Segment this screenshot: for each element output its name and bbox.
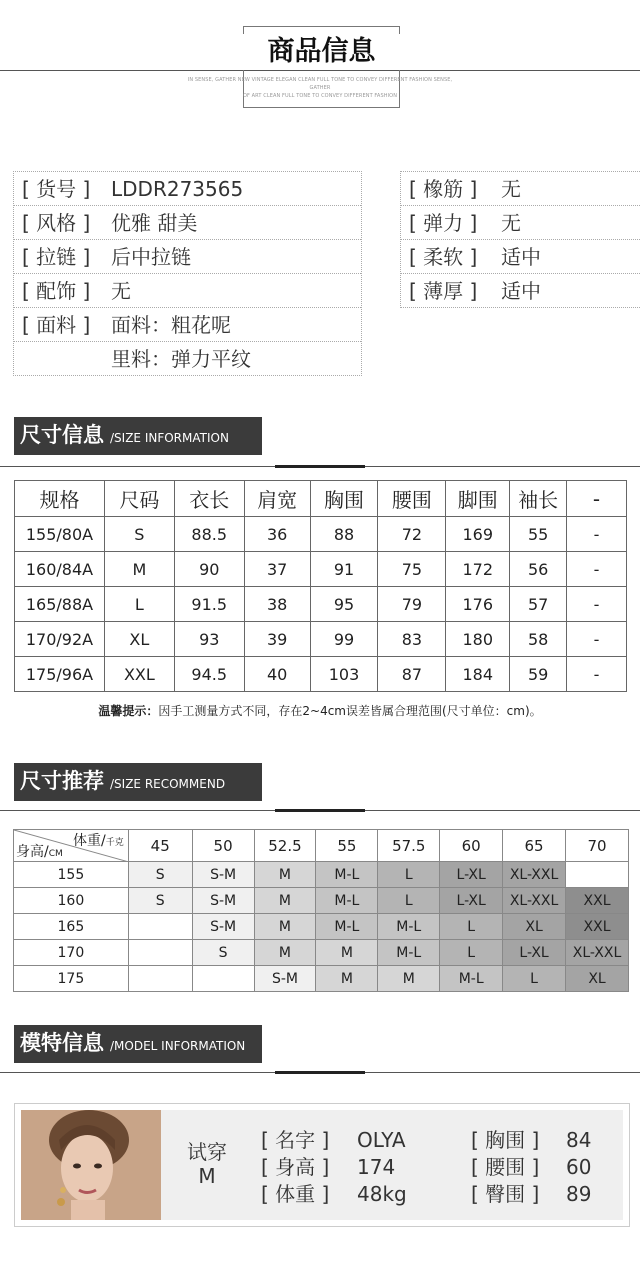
header-subtitle-line1: IN SENSE, GATHER NEW VINTAGE ELEGAN CLEAN FULL TONE TO CONVEY DIFFERENT FASHION SENSE, GATHER: [187, 77, 453, 91]
recommend-cell: [128, 966, 192, 992]
table-cell: 90: [174, 552, 244, 587]
size-table: [14, 480, 627, 692]
try-on-size: M: [198, 1164, 216, 1188]
table-row: [14, 940, 629, 966]
recommend-cell: [192, 966, 254, 992]
recommend-cell: L-XL: [440, 862, 503, 888]
recommend-cell: L: [503, 966, 566, 992]
model-weight-key: [ 体重 ]: [261, 1182, 330, 1206]
table-row: [15, 552, 627, 587]
section-header-size-info: [14, 417, 262, 455]
weight-header: 57.5: [378, 830, 440, 862]
table-cell: 172: [446, 552, 510, 587]
model-card-inner: [21, 1110, 623, 1220]
column-header: 规格: [15, 481, 105, 517]
attribute-row: [14, 308, 361, 342]
tip-text: 因手工测量方式不同，存在2~4cm误差皆属合理范围(尺寸单位：cm)。: [158, 704, 542, 718]
attribute-value: 优雅 甜美: [111, 211, 198, 235]
table-cell: 91.5: [174, 587, 244, 622]
column-header: 脚围: [446, 481, 510, 517]
recommend-cell: L: [440, 940, 503, 966]
table-cell: XXL: [104, 657, 174, 692]
height-cell: 170: [14, 940, 129, 966]
column-header: 腰围: [378, 481, 446, 517]
recommend-cell: [566, 862, 629, 888]
table-row: [14, 888, 629, 914]
recommend-cell: XL: [503, 914, 566, 940]
attribute-value: 面料：粗花呢: [111, 313, 231, 337]
recommend-cell: S: [128, 862, 192, 888]
attribute-row: [401, 206, 640, 240]
weight-header: 50: [192, 830, 254, 862]
recommend-cell: M: [254, 940, 316, 966]
attribute-value: 无: [501, 211, 521, 235]
attribute-key: [ 拉链 ]: [22, 245, 91, 269]
attribute-row: [14, 274, 361, 308]
weight-header: 52.5: [254, 830, 316, 862]
height-unit: CM: [48, 849, 63, 859]
recommend-cell: M-L: [378, 940, 440, 966]
recommend-cell: L: [378, 862, 440, 888]
attribute-row: [401, 240, 640, 274]
section-accent: [275, 1071, 365, 1074]
recommend-cell: XL: [566, 966, 629, 992]
height-cell: 175: [14, 966, 129, 992]
tip-label: 温馨提示：: [98, 704, 159, 718]
recommend-cell: M: [316, 940, 378, 966]
table-cell: 170/92A: [15, 622, 105, 657]
section-header-size-recommend: [14, 763, 262, 801]
size-recommend-table: [13, 829, 629, 992]
recommend-cell: M-L: [316, 914, 378, 940]
weight-header: 70: [566, 830, 629, 862]
table-cell: 72: [378, 517, 446, 552]
recommend-cell: XL-XXL: [503, 862, 566, 888]
weight-axis-label: [73, 830, 124, 850]
axis-corner-cell: [14, 830, 129, 862]
table-row: [14, 966, 629, 992]
table-cell: 160/84A: [15, 552, 105, 587]
table-cell: S: [104, 517, 174, 552]
recommend-cell: M: [254, 888, 316, 914]
attribute-row: [401, 172, 640, 206]
recommend-cell: M: [378, 966, 440, 992]
table-row: [14, 914, 629, 940]
height-axis-label: [16, 841, 63, 861]
column-header: 衣长: [174, 481, 244, 517]
model-card: [14, 1103, 630, 1227]
attribute-value: 里料：弹力平纹: [111, 347, 251, 371]
weight-label: 体重/: [73, 833, 106, 849]
table-row: [15, 622, 627, 657]
attribute-row: [14, 206, 361, 240]
section-title: 模特信息: [20, 1031, 104, 1055]
try-on-text: 试穿: [187, 1140, 227, 1164]
weight-header: 65: [503, 830, 566, 862]
attribute-value: 适中: [501, 245, 541, 269]
model-name-key: [ 名字 ]: [261, 1128, 330, 1152]
table-row: [15, 657, 627, 692]
model-height: 174: [357, 1155, 396, 1179]
table-row: [15, 517, 627, 552]
header-subtitle: [180, 76, 460, 100]
attribute-row: [14, 342, 361, 376]
attribute-value: 无: [111, 279, 131, 303]
table-cell: -: [567, 657, 627, 692]
table-cell: 36: [244, 517, 310, 552]
table-cell: 79: [378, 587, 446, 622]
model-portrait-image: [21, 1110, 161, 1220]
recommend-cell: S: [128, 888, 192, 914]
recommend-cell: [128, 940, 192, 966]
section-title-en: /SIZE RECOMMEND: [110, 777, 226, 791]
model-bust: 84: [566, 1128, 592, 1152]
table-cell: -: [567, 552, 627, 587]
attribute-key: [ 柔软 ]: [409, 245, 478, 269]
attribute-key: [ 橡筋 ]: [409, 177, 478, 201]
table-cell: 87: [378, 657, 446, 692]
table-cell: 55: [510, 517, 567, 552]
weight-header: 55: [316, 830, 378, 862]
table-cell: 88.5: [174, 517, 244, 552]
recommend-header-row: [14, 830, 629, 862]
attribute-value: 无: [501, 177, 521, 201]
model-height-key: [ 身高 ]: [261, 1155, 330, 1179]
table-cell: 83: [378, 622, 446, 657]
table-cell: 38: [244, 587, 310, 622]
table-cell: 103: [310, 657, 378, 692]
column-header: 肩宽: [244, 481, 310, 517]
recommend-cell: [128, 914, 192, 940]
table-row: [14, 862, 629, 888]
recommend-cell: XXL: [566, 888, 629, 914]
recommend-cell: L: [378, 888, 440, 914]
table-cell: 184: [446, 657, 510, 692]
model-waist-key: [ 腰围 ]: [471, 1155, 540, 1179]
model-waist: 60: [566, 1155, 592, 1179]
section-accent: [275, 465, 365, 468]
attribute-value: 适中: [501, 279, 541, 303]
height-cell: 160: [14, 888, 129, 914]
table-cell: 176: [446, 587, 510, 622]
table-cell: L: [104, 587, 174, 622]
attribute-key: [ 风格 ]: [22, 211, 91, 235]
recommend-cell: M-L: [316, 862, 378, 888]
attribute-row: [14, 240, 361, 274]
model-photo: [21, 1110, 161, 1220]
recommend-cell: S-M: [192, 862, 254, 888]
recommend-cell: M-L: [440, 966, 503, 992]
section-accent: [275, 809, 365, 812]
attribute-row: [401, 274, 640, 308]
model-hip: 89: [566, 1182, 592, 1206]
weight-header: 45: [128, 830, 192, 862]
recommend-cell: M-L: [316, 888, 378, 914]
attribute-key: [ 弹力 ]: [409, 211, 478, 235]
height-cell: 165: [14, 914, 129, 940]
recommend-cell: L-XL: [503, 940, 566, 966]
recommend-cell: S-M: [192, 888, 254, 914]
table-cell: XL: [104, 622, 174, 657]
section-title: 尺寸信息: [20, 423, 104, 447]
column-header: -: [567, 481, 627, 517]
table-cell: 169: [446, 517, 510, 552]
table-cell: 56: [510, 552, 567, 587]
recommend-cell: S: [192, 940, 254, 966]
column-header: 胸围: [310, 481, 378, 517]
table-cell: 180: [446, 622, 510, 657]
attribute-value: LDDR273565: [111, 177, 244, 201]
table-cell: 75: [378, 552, 446, 587]
column-header: 袖长: [510, 481, 567, 517]
height-label: 身高/: [16, 844, 49, 860]
table-cell: 93: [174, 622, 244, 657]
recommend-cell: L: [440, 914, 503, 940]
model-hip-key: [ 臀围 ]: [471, 1182, 540, 1206]
recommend-cell: XL-XXL: [566, 940, 629, 966]
weight-header: 60: [440, 830, 503, 862]
header-frame-top: [243, 26, 400, 27]
table-cell: 39: [244, 622, 310, 657]
recommend-cell: XL-XXL: [503, 888, 566, 914]
attribute-key: [ 薄厚 ]: [409, 279, 478, 303]
column-header: 尺码: [104, 481, 174, 517]
table-cell: 58: [510, 622, 567, 657]
recommend-cell: XXL: [566, 914, 629, 940]
table-cell: -: [567, 587, 627, 622]
header-subtitle-line2: OF ART CLEAN FULL TONE TO CONVEY DIFFERENT FASHION: [242, 93, 398, 99]
recommend-cell: M: [316, 966, 378, 992]
model-bust-key: [ 胸围 ]: [471, 1128, 540, 1152]
attribute-key: [ 货号 ]: [22, 177, 91, 201]
recommend-cell: L-XL: [440, 888, 503, 914]
table-cell: 57: [510, 587, 567, 622]
recommend-cell: M-L: [378, 914, 440, 940]
table-cell: 95: [310, 587, 378, 622]
page-title: 商品信息: [243, 34, 400, 70]
model-weight: 48kg: [357, 1182, 407, 1206]
table-row: [15, 587, 627, 622]
section-title: 尺寸推荐: [20, 769, 104, 793]
attributes-left: [13, 171, 362, 376]
table-cell: -: [567, 517, 627, 552]
attribute-key: [ 面料 ]: [22, 313, 91, 337]
table-cell: 99: [310, 622, 378, 657]
attribute-key: [ 配饰 ]: [22, 279, 91, 303]
measurement-tip: [0, 702, 640, 719]
attribute-value: 后中拉链: [111, 245, 191, 269]
table-cell: 165/88A: [15, 587, 105, 622]
recommend-cell: M: [254, 862, 316, 888]
recommend-cell: M: [254, 914, 316, 940]
section-title-en: /SIZE INFORMATION: [110, 431, 229, 445]
table-cell: 91: [310, 552, 378, 587]
attributes-right: [400, 171, 640, 308]
weight-unit: 千克: [105, 838, 124, 848]
try-on-label: [181, 1140, 233, 1188]
section-title-en: /MODEL INFORMATION: [110, 1039, 246, 1053]
table-cell: 155/80A: [15, 517, 105, 552]
table-cell: 175/96A: [15, 657, 105, 692]
table-cell: 37: [244, 552, 310, 587]
table-cell: 40: [244, 657, 310, 692]
recommend-cell: S-M: [192, 914, 254, 940]
size-table-header: [15, 481, 627, 517]
table-cell: M: [104, 552, 174, 587]
table-cell: 94.5: [174, 657, 244, 692]
attribute-row: [14, 172, 361, 206]
table-cell: 88: [310, 517, 378, 552]
model-name: OLYA: [357, 1128, 406, 1152]
height-cell: 155: [14, 862, 129, 888]
table-cell: 59: [510, 657, 567, 692]
recommend-cell: S-M: [254, 966, 316, 992]
section-header-model-info: [14, 1025, 262, 1063]
table-cell: -: [567, 622, 627, 657]
